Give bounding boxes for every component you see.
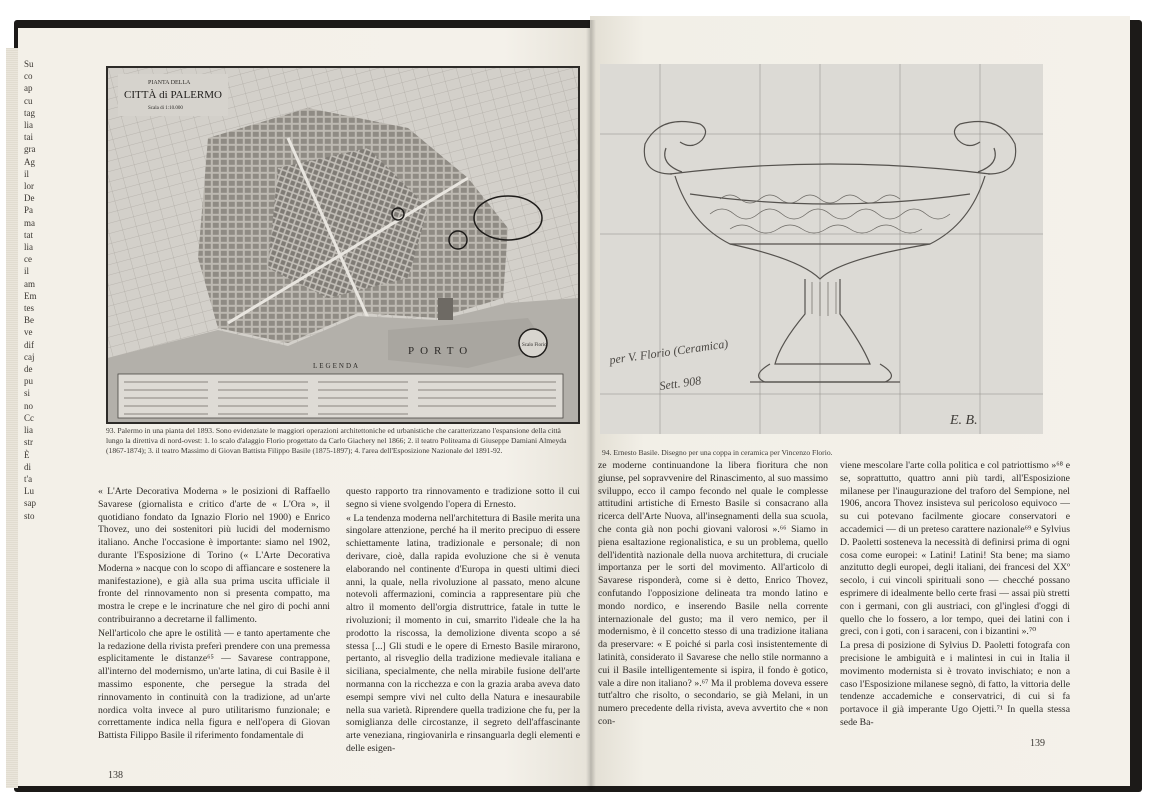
leaf-fragment: Lu (24, 486, 34, 497)
leaf-fragment: ap (24, 83, 33, 94)
leaf-fragment: lia (24, 425, 33, 436)
map-station-label: Scalo Florio (522, 343, 547, 348)
paragraph: « La tendenza moderna nell'architettura di Basile merita una singolare attenzione, perché ha il merito precipuo di essere schiettamente latina, tradizionale e personale; di non derivare, cioè, dalla rapida evoluzione che si è venuta elaborando nel continente d'Europa in questi ultimi dieci anni, la quale, nella rivoluzione al passato, meno alcune notevoli affermazioni, comincia a rappresentare più che altro il momento dell'orgia distruttrice, fatale in tutte le rivoluzioni; il momento in cui, smarrito l'ideale che la ha prodotto la riscossa, la demolizione diventa scopo a sé stessa [...] Gli studi e le opere di Ernesto Basile mirarono, pertanto, al risveglio della tradizione medievale italiana e siciliana, specialmente, che nella mirabile fusione dell'arte normanna con la ricchezza e con la grazia araba aveva dato esempi sempre vivi nel culto della Natura e inesaurabile nella sua varietà. Riprendere quella tradizione che fu, per la somiglianza delle circostanze, il segreto dell'affascinante arte veneziana, ringiovanirla e rinsanguarla degli elementi e delle esigen- (346, 512, 580, 754)
map-scale: Scala di 1:10.000 (148, 106, 183, 111)
leaf-fragment: str (24, 437, 33, 448)
leaf-fragment: caj (24, 351, 35, 362)
right-page (590, 16, 1130, 786)
leaf-fragment: Su (24, 59, 34, 69)
leaf-fragment: tag (24, 107, 35, 118)
map-title-small: PIANTA DELLA (148, 80, 191, 86)
palermo-map-figure (106, 66, 580, 424)
leaf-fragment: sto (24, 510, 35, 521)
paragraph: « L'Arte Decorativa Moderna » le posizioni di Raffaello Savarese (giornalista e critico d'arte de « L'Ora », il quotidiano fondato da Ignazio Florio nel 1900) e Enrico Thovez, uno dei sostenitori più lucidi del modernismo italiano. Anche l'occasione è importante: siamo nel 1902, durante l'Esposizione di Torino (« L'Arte Decorativa Moderna » nacque con lo scopo di affiancare e sostenere la manifestazione), e già alla sua prima uscita ufficiale il fronte del rinnovamento non si presenta compatto, ma mostra le crepe e le incrinature che nel giro di pochi anni contribuiranno a decretarne il fallimento. (98, 486, 330, 625)
page-number-left: 138 (108, 770, 123, 781)
sketch-caption: 94. Ernesto Basile. Disegno per una coppa in ceramica per Vincenzo Florio. (602, 448, 833, 457)
book-gutter (586, 20, 596, 790)
leaf-fragment: De (24, 193, 35, 204)
leaf-fragment: ma (24, 217, 35, 228)
leaf-fragment: no (24, 400, 33, 411)
leaf-fragment: lor (24, 181, 34, 192)
paragraph: ze moderne continuandone la libera fioritura che non giunse, pel sopravvenire del Rinascimento, al suo massimo sviluppo, ecco il campo fecondo nel quale le complesse attitudini artistiche di Ernesto Basile si consacrano alla ricerca dell'Arte Nuova, all'insegnamenti della sua scuola, che conta già non pochi giovani valorosi ».⁶⁶ Siamo in piena esaltazione regionalistica, e su un problema, quello dell'identità nazionale della nuova architettura, di cruciale importanza per le sorti del movimento. All'articolo di Savarese risponderà, come si è detto, Enrico Thovez, confutando l'opposizione delineata tra mondo latino e mondo nordico, e inserendo Basile nella corrente internazionale del gusto; ma il vero nemico, per il modernismo, è il concetto stesso di una tradizione italiana da preservare: « E poiché si parla così insistentemente di latinità, considerato il Savarese che nello stile normanno a cui il Basile intelligentemente si ispira, il fondo è gotico, vale a dire non italiano? ».⁶⁷ Ma il problema doveva essere tutt'altro che risolto, o secondario, se già Melani, in un numero precedente della rivista, aveva avvertito che « non con- (598, 460, 828, 727)
page-number-right: 139 (1030, 738, 1045, 749)
leaf-fragment: de (24, 364, 33, 375)
leaf-fragment: co (24, 71, 33, 82)
leaf-fragment: lia (24, 242, 33, 253)
leaf-fragment: t'a (24, 473, 33, 484)
leaf-fragment: È (24, 449, 30, 460)
paragraph: viene mescolare l'arte colla politica e col patriottismo »⁶⁸ e se, soprattutto, quattro anni più tardi, all'Esposizione milanese per l'inaugurazione del traforo del Sempione, nel 1906, ancora Thovez insisteva sul pericoloso equivoco — su cui potevano facilmente giocare conservatori e accademici — di un preteso carattere nazionale⁶⁹ e Sylvius D. Paoletti sosteneva la necessità di definirsi prima di ogni cosa come europei: « Latini! Latini! Sta bene; ma siamo anzitutto degli europei, degli italiani, dei francesi del XXº secolo, i cui vincoli spirituali sono — checché possano esprimere di idealmente bello certe frasi — assai più stretti con i germani, con gli austriaci, con gl'inglesi d'oggi di quello che lo fossero, a lor tempo, quei dei latini con i greci, con i goti, con i saraceni, con i bizantini ».⁷⁰ (840, 460, 1070, 638)
vase-sketch-figure (600, 64, 1043, 434)
leaf-fragment: lia (24, 120, 33, 131)
page-edges (6, 48, 18, 788)
underlying-page-fragments (24, 58, 60, 578)
map-harbor-label: PORTO (408, 345, 474, 357)
leaf-fragment: il (24, 168, 30, 179)
paragraph: La presa di posizione di Sylvius D. Paoletti fotografa con precisione le ambiguità e i malintesi in cui in Italia il movimento modernista si è trovato invischiato; e non a caso l'Esposizione milanese segnò, di fatto, la vittoria delle tendenze accademiche e conservatrici, di cui si fa portavoce il già imperante Ugo Ojetti.⁷¹ In quella stessa sede Ba- (840, 640, 1070, 728)
leaf-fragment: tes (24, 303, 34, 314)
leaf-fragment: pu (24, 376, 33, 387)
leaf-fragment: gra (24, 144, 36, 155)
map-title: CITTÀ di PALERMO (124, 89, 222, 101)
leaf-fragment: Em (24, 290, 37, 301)
body-column-1 (98, 486, 330, 743)
leaf-fragment: am (24, 278, 35, 289)
paragraph: Nell'articolo che apre le ostilità — e tanto apertamente che la redazione della rivista preferì prendere con una premessa esplicitamente le distanze⁶⁵ — Savarese contrappone, all'interno del modernismo, un'arte latina, di cui Basile è il massimo esponente, che persegue la strada del rinnovamento in continuità con la tradizione, ad un'arte nordica volta invece al puro utilitarismo funzionale; e correttamente indica nella figura e nell'opera di Giovan Battista Filippo Basile il riferimento fondamentale di (98, 627, 330, 742)
leaf-fragment: Be (24, 315, 34, 326)
left-page (18, 28, 590, 786)
body-column-4 (840, 460, 1070, 730)
sketch-signature: E. B. (950, 413, 978, 428)
sketch-annotation-2: Sett. 908 (658, 373, 703, 393)
leaf-fragment: dif (24, 339, 34, 350)
leaf-fragment: Ag (24, 156, 35, 167)
leaf-fragment: il (24, 266, 30, 277)
leaf-fragment: sap (24, 498, 36, 509)
paragraph: questo rapporto tra rinnovamento e tradizione sotto il cui segno si viene svolgendo l'opera di Ernesto. (346, 486, 580, 510)
map-legend-title: LEGENDA (313, 362, 361, 370)
leaf-fragment: si (24, 388, 31, 399)
leaf-fragment: cu (24, 95, 33, 106)
body-column-3 (598, 460, 828, 729)
map-caption: 93. Palermo in una pianta del 1893. Sono evidenziate le maggiori operazioni architettoniche ed urbanistiche che caratterizzano l'espansione della città lungo la direttiva di nord-ovest: 1. lo scalo d'alaggio Florio progettato da Carlo Giachery nel 1866; 2. il teatro Politeama di Giuseppe Damiani Almeyda (1867-1874); 3. il teatro Massimo di Giovan Battista Filippo Basile (1875-1897); 4. l'area dell'Esposizione Nazionale del 1891-92. (106, 426, 567, 455)
leaf-fragment: ce (24, 254, 32, 265)
leaf-fragment: tat (24, 229, 33, 240)
leaf-fragment: tai (24, 132, 33, 143)
body-column-2 (346, 486, 580, 756)
leaf-fragment: Pa (24, 205, 33, 216)
leaf-fragment: di (24, 461, 32, 472)
leaf-fragment: ve (24, 327, 33, 338)
leaf-fragment: Cc (24, 412, 34, 423)
sketch-annotation-1: per V. Florio (Ceramica) (608, 336, 730, 367)
